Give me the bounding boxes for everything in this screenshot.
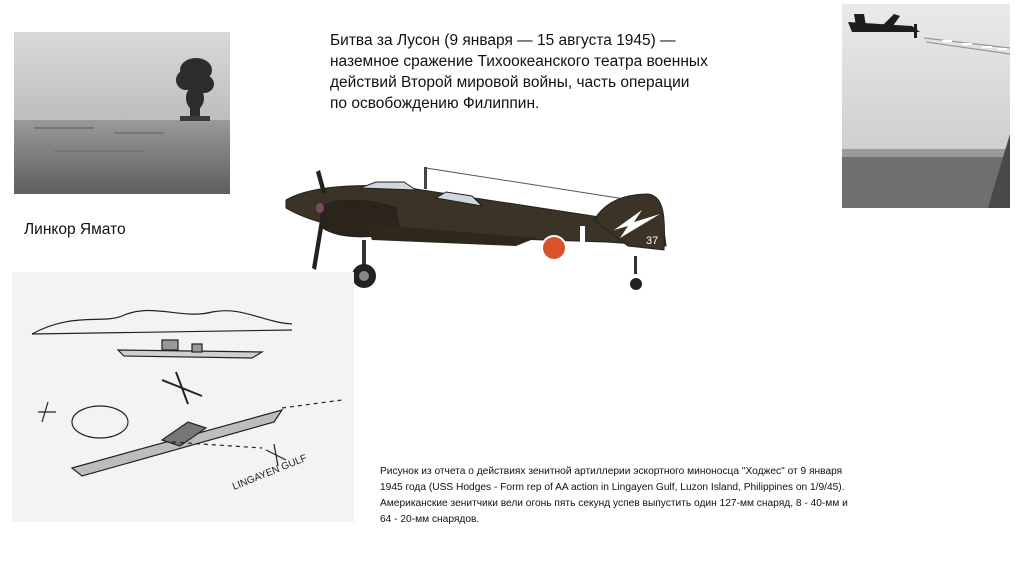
sketch-circle bbox=[72, 406, 128, 438]
battleship-caption: Линкор Ямато bbox=[24, 221, 126, 238]
sketch-plane bbox=[162, 372, 202, 404]
canopy bbox=[360, 182, 416, 190]
sketch-caption: Рисунок из отчета о действиях зенитной артиллерии эскортного миноносца "Ходжес" от 9 января 1945 года (USS Hodges - Form rep of AA action in Lingayen Gulf, Luzon Island, Philippines on 1/9/45). Американские зенитчики вели огонь пять секунд успев выпустить один 127-мм снаряд, 8 - 40-мм и 64 - 20-мм снарядов. bbox=[380, 466, 848, 525]
upper-ship bbox=[118, 350, 262, 358]
gulf-label: LINGAYEN GULF bbox=[231, 452, 309, 493]
tail-wheel bbox=[630, 278, 642, 290]
corsair-photo bbox=[842, 4, 1010, 208]
intro-text: Битва за Лусон (9 января — 15 августа 1945) — наземное сражение Тихоокеанского театра военных действий Второй мировой войны, часть операции по освобождению Филиппин. bbox=[330, 32, 708, 112]
tail-number: 37 bbox=[646, 235, 659, 247]
battleship-photo bbox=[14, 32, 230, 194]
aa-action-sketch bbox=[12, 272, 354, 522]
